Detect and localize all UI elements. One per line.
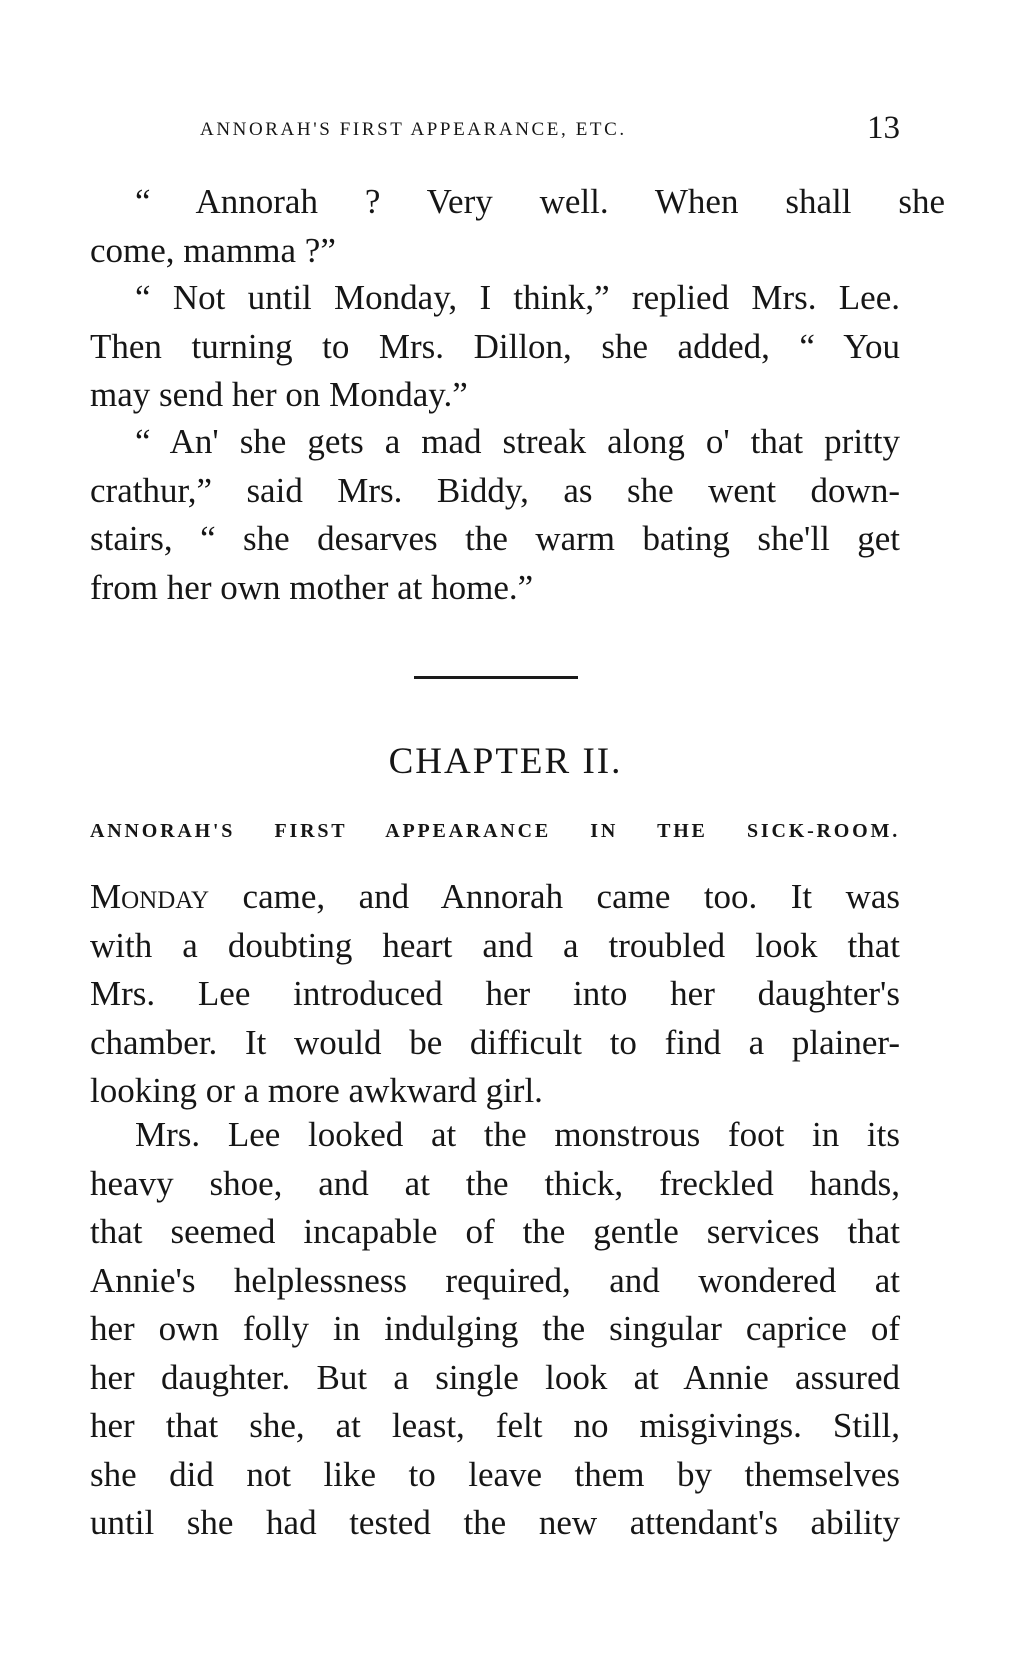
chapter-subtitle: ANNORAH'S FIRST APPEARANCE IN THE SICK-ROOM. [90, 820, 900, 842]
paragraph-mad-streak [90, 418, 900, 612]
text-line: chamber. It would be difficult to find a plainer- [90, 1022, 900, 1062]
text-line: looking or a more awkward girl. [90, 1071, 543, 1110]
paragraph-annorah-very-well [90, 178, 945, 275]
drop-word: Monday [90, 877, 210, 916]
text-line: with a doubting heart and a troubled look that [90, 925, 900, 965]
text-line: Mrs. Lee introduced her into her daughter's [90, 974, 900, 1013]
text-line: from her own mother at home.” [90, 567, 534, 607]
paragraph-not-until-monday [90, 274, 900, 420]
text-line: “ An' she gets a mad streak along o' that pritty [135, 422, 900, 461]
text-line: her that she, at least, felt no misgivings. Still, [90, 1406, 900, 1445]
text-line: Then turning to Mrs. Dillon, she added, “ You [90, 326, 900, 366]
text-line: heavy shoe, and at the thick, freckled hands, [90, 1163, 900, 1203]
text-line: Mrs. Lee looked at the monstrous foot in its [135, 1115, 900, 1154]
text-line: her daughter. But a single look at Annie assured [90, 1357, 900, 1397]
text-line: until she had tested the new attendant's ability [90, 1503, 900, 1542]
paragraph-mrs-lee-looked [90, 1111, 900, 1548]
running-title: ANNORAH'S FIRST APPEARANCE, ETC. [200, 119, 627, 140]
chapter-title [0, 740, 1011, 783]
text-line: Annie's helplessness required, and wondered at [90, 1260, 900, 1300]
text-line: crathur,” said Mrs. Biddy, as she went down- [90, 470, 900, 510]
text-line [90, 873, 900, 922]
text-line: may send her on Monday.” [90, 375, 468, 414]
text-line: “ Annorah ? Very well. When shall she [135, 182, 945, 221]
text-line: “ Not until Monday, I think,” replied Mrs. Lee. [135, 278, 900, 317]
text-line: stairs, “ she desarves the warm bating she'll get [90, 519, 900, 558]
running-head [200, 110, 900, 150]
section-divider-rule [414, 676, 578, 679]
text-line: her own folly in indulging the singular caprice of [90, 1309, 900, 1348]
text-line: that seemed incapable of the gentle services that [90, 1212, 900, 1251]
text-line-rest: came, and Annorah came too. It was [209, 877, 900, 916]
chapter-title-text: CHAPTER II. [388, 741, 623, 782]
page-number: 13 [867, 110, 900, 146]
paragraph-monday-came [90, 873, 900, 1116]
text-line: come, mamma ?” [90, 230, 336, 270]
text-line: she did not like to leave them by themselves [90, 1454, 900, 1494]
